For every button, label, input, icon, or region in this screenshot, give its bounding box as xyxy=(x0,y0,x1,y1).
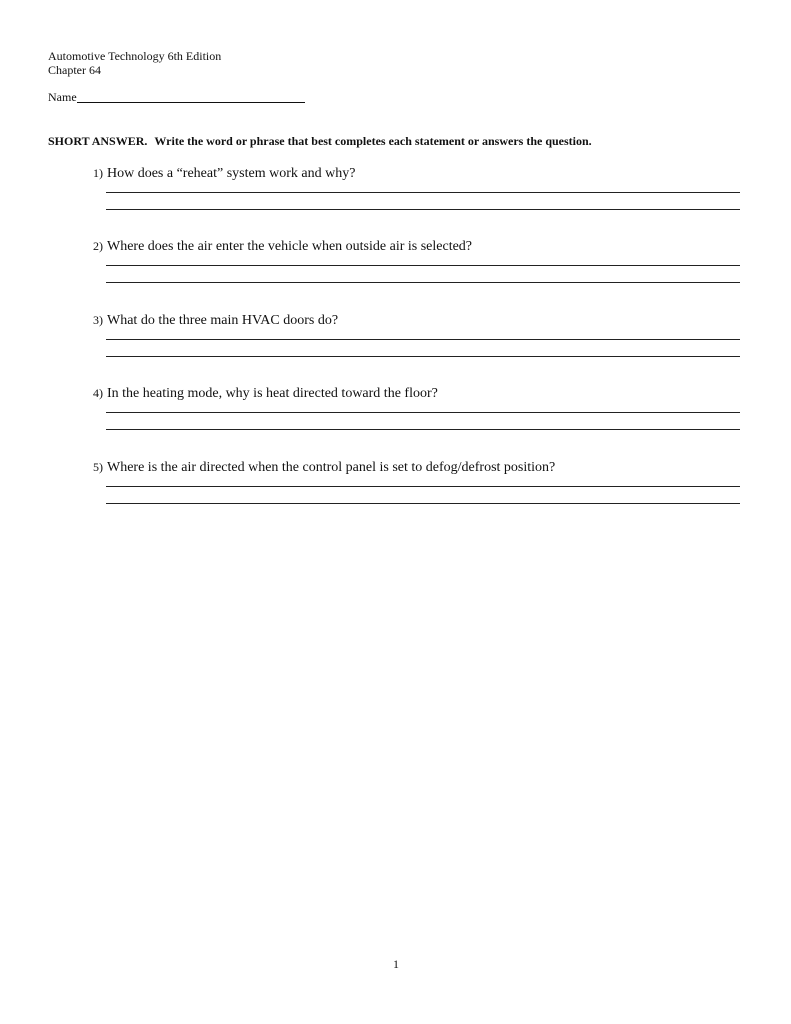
answer-line xyxy=(106,192,740,193)
question-number: 2) xyxy=(93,239,103,253)
name-label: Name xyxy=(48,90,77,104)
question-text xyxy=(93,237,753,256)
question-3 xyxy=(93,311,753,330)
question-prompt: Where is the air directed when the control panel is set to defog/defrost position? xyxy=(107,460,556,475)
page-number: 1 xyxy=(393,957,399,971)
question-1 xyxy=(93,164,753,183)
question-number: 1) xyxy=(93,166,103,180)
question-text xyxy=(93,164,753,183)
answer-line xyxy=(106,486,740,487)
question-text xyxy=(93,458,753,477)
question-4 xyxy=(93,384,753,403)
name-blank-line xyxy=(77,102,305,103)
question-number: 3) xyxy=(93,313,103,327)
question-number: 4) xyxy=(93,386,103,400)
book-title: Automotive Technology 6th Edition xyxy=(48,49,222,63)
answer-line xyxy=(106,356,740,357)
answer-line xyxy=(106,282,740,283)
answer-line xyxy=(106,209,740,210)
chapter-label: Chapter 64 xyxy=(48,63,101,77)
question-prompt: How does a “reheat” system work and why? xyxy=(107,166,356,181)
question-number: 5) xyxy=(93,460,103,474)
instructions-lead: SHORT ANSWER. xyxy=(48,134,148,148)
answer-line xyxy=(106,503,740,504)
question-5 xyxy=(93,458,753,477)
question-text xyxy=(93,384,753,403)
instructions-text: Write the word or phrase that best completes each statement or answers the question. xyxy=(154,134,592,148)
answer-line xyxy=(106,412,740,413)
answer-line xyxy=(106,339,740,340)
instructions xyxy=(48,133,592,149)
question-text xyxy=(93,311,753,330)
question-prompt: In the heating mode, why is heat directed toward the floor? xyxy=(107,386,438,401)
answer-line xyxy=(106,429,740,430)
question-2 xyxy=(93,237,753,256)
question-prompt: Where does the air enter the vehicle when outside air is selected? xyxy=(107,239,473,254)
answer-line xyxy=(106,265,740,266)
question-prompt: What do the three main HVAC doors do? xyxy=(107,313,339,328)
name-field-row xyxy=(48,90,305,104)
